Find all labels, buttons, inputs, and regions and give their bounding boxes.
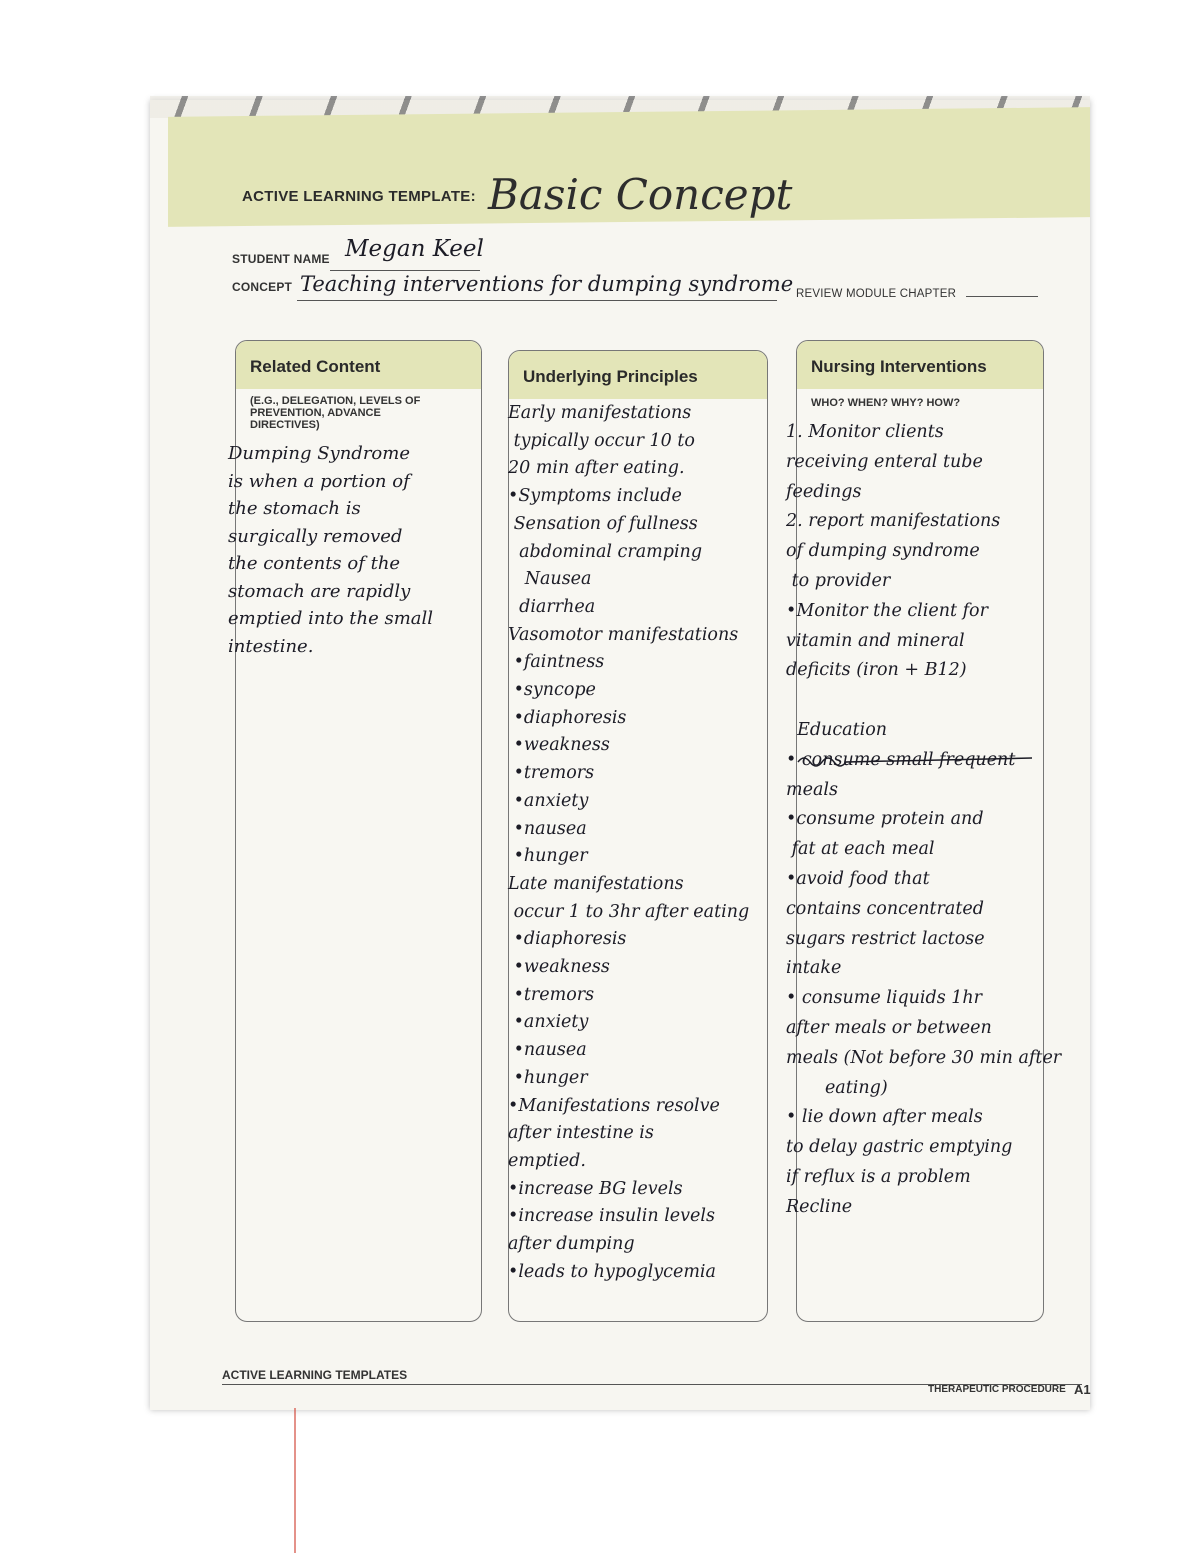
related-content-subtitle: (E.G., DELEGATION, LEVELS OF PREVENTION, ADVANCE DIRECTIVES) [250,395,421,431]
student-name-value: Megan Keel [345,236,484,262]
review-module-line [966,296,1038,297]
underlying-principles-notes: Early manifestations typically occur 10 to 20 min after eating. •Symptoms include Sensation of fullness abdominal cramping Nausea diarrhea Vasomotor manifestations •faintness •syncope •diaphoresis •weakness •tremors •anxiety •nausea •hunger Late manifestations occur 1 to 3hr after eating •diaphoresis •weakness •tremors •anxiety •nausea •hunger •Manifestations resolve after intestine is emptied. •increase BG levels •increase insulin levels after dumping •leads to hypoglycemia [508,403,750,1282]
student-name-line [330,270,480,271]
concept-value: Teaching interventions for dumping syndrome [300,272,794,296]
review-module-label: REVIEW MODULE CHAPTER [796,288,957,300]
underlying-principles-title: Underlying Principles [523,367,698,386]
concept-label: CONCEPT [232,280,293,294]
nursing-interventions-title: Nursing Interventions [811,357,987,376]
footer-page-number: A1 [1074,1382,1091,1397]
footer-right-label: THERAPEUTIC PROCEDURE [928,1384,1066,1395]
related-content-notes: Dumping Syndrome is when a portion of the stomach is surgically removed the contents of the stomach are rapidly emptied into the small intestine. [228,443,434,657]
concept-line [297,300,777,301]
student-name-label: STUDENT NAME [232,252,330,266]
nursing-interventions-notes: 1. Monitor clients receiving enteral tube feedings 2. report manifestations of dumping syndrome to provider •Monitor the client for vitamin and mineral deficits (iron + B12) Education • consume small frequent meals •consume protein and fat at each meal •avoid food that contains concentrated sugars restrict lactose intake • consume liquids 1hr after meals or between meals (Not before 30 min after eating) • lie down after meals to delay gastric emptying if reflux is a problem Recline [786,422,1062,1217]
related-content-title: Related Content [250,357,381,376]
margin-red-line [294,1408,296,1553]
template-title: Basic Concept [488,170,793,219]
template-label: ACTIVE LEARNING TEMPLATE: [242,188,476,205]
section-divider-squiggle [796,750,1036,770]
nursing-interventions-subtitle: WHO? WHEN? WHY? HOW? [811,397,961,409]
footer-left-label: ACTIVE LEARNING TEMPLATES [222,1368,408,1382]
